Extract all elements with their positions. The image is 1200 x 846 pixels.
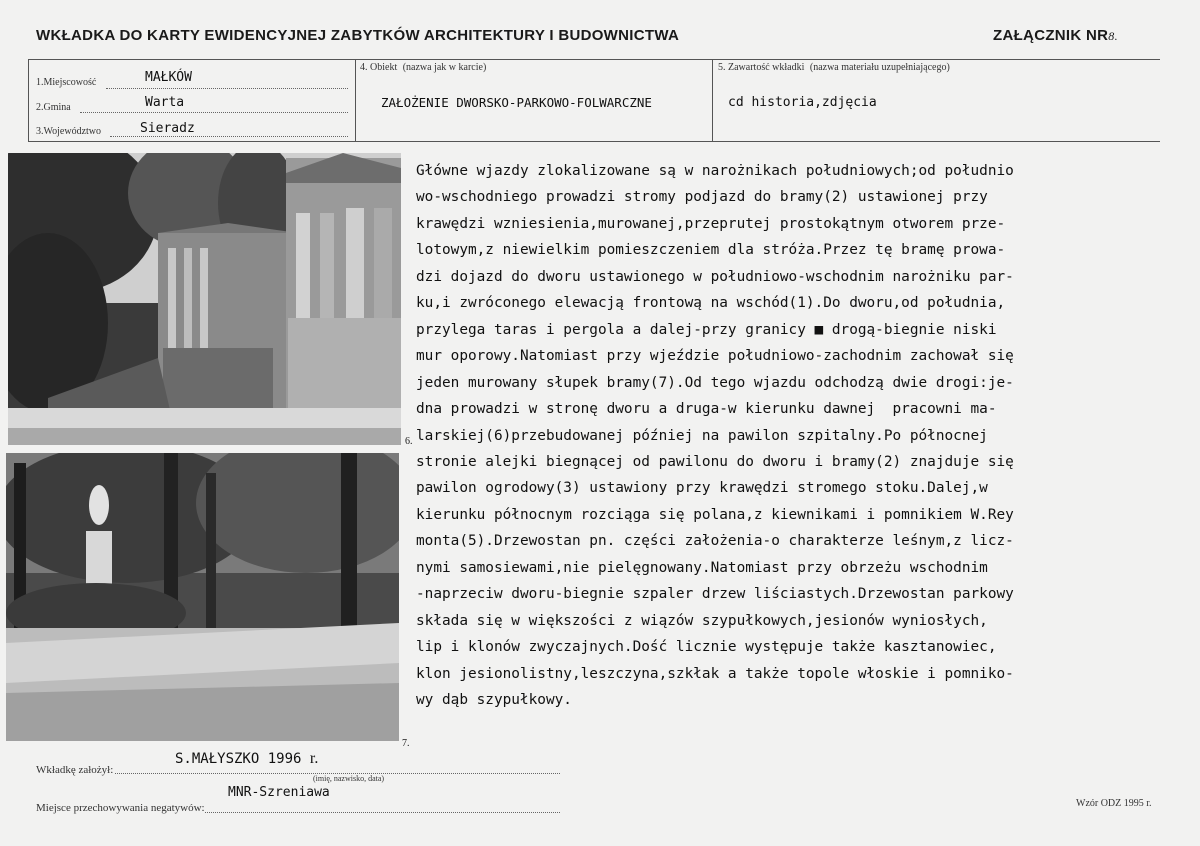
description-line: lip i klonów zwyczajnych.Dość licznie występuje także kasztanowiec,	[416, 639, 997, 656]
description-line: monta(5).Drzewostan pn. części założenia-o charakterze leśnym,z licz-	[416, 533, 1014, 550]
voivodeship-dotline	[110, 136, 348, 137]
storage-label: Miejsce przechowywania negatywów:	[36, 802, 205, 814]
description-line: ku,i zwróconego elewacją frontową na wschód(1).Do dworu,od południa,	[416, 295, 1006, 312]
photo-park	[6, 453, 399, 741]
description-line: mur oporowy.Natomiast przy wjeździe południowo-zachodnim zachował się	[416, 348, 1014, 365]
author-name-date: S.MAŁYSZKO 1996	[175, 751, 302, 767]
template-label: Wzór ODZ 1995 r.	[1076, 798, 1152, 809]
author-suffix: r.	[309, 750, 319, 767]
contents-label	[718, 62, 950, 73]
contents-hint: (nazwa materiału uzupełniającego)	[809, 62, 950, 73]
description-line: -naprzeciw dworu-biegnie szpaler drzew liściastych.Drzewostan parkowy	[416, 586, 1014, 603]
description-line: klon jesionolistny,leszczyna,szkłak a także topole włoskie i pomniko-	[416, 665, 1014, 682]
description-line: nymi samosiewami,nie pielęgnowany.Natomiast przy obrzeżu wschodnim	[416, 559, 988, 576]
commune-label: 2.Gmina	[36, 102, 71, 113]
voivodeship-value: Sieradz	[140, 121, 195, 136]
voivodeship-label: 3.Województwo	[36, 126, 102, 137]
contents-label-text: 5. Zawartość wkładki	[718, 62, 805, 73]
description-line: wo-wschodniego prowadzi stromy podjazd do bramy(2) ustawionej przy	[416, 189, 988, 206]
description-line: stronie alejki biegnącej od pawilonu do dworu i bramy(2) znajduje się	[416, 453, 1014, 470]
photo-building-number: 6.	[405, 436, 413, 447]
object-label	[360, 62, 486, 73]
annex-label-text: ZAŁĄCZNIK NR	[993, 27, 1109, 44]
locality-label: 1.Miejscowość	[36, 77, 97, 88]
description-line: dzi dojazd do dworu ustawionego w południowo-wschodnim narożniku par-	[416, 268, 1014, 285]
form-title: WKŁADKA DO KARTY EWIDENCYJNEJ ZABYTKÓW ARCHITEKTURY I BUDOWNICTWA	[36, 27, 680, 44]
description-line: dna prowadzi w stronę dworu a druga-w kierunku dawnej pracowni ma-	[416, 401, 997, 418]
commune-dotline	[80, 112, 348, 113]
header-divider-1	[355, 59, 356, 141]
annex-number: 8.	[1108, 29, 1118, 43]
header-divider-2	[712, 59, 713, 141]
object-value: ZAŁOŻENIE DWORSKO-PARKOWO-FOLWARCZNE	[381, 95, 652, 110]
locality-dotline	[106, 88, 348, 89]
description-line: jeden murowany słupek bramy(7).Od tego wjazdu odchodzą dwie drogi:je-	[416, 374, 1014, 391]
description-line: larskiej(6)przebudowanej później na pawilon szpitalny.Po północnej	[416, 427, 988, 444]
header-top-rule	[28, 59, 1160, 60]
contents-value: cd historia,zdjęcia	[728, 95, 877, 110]
annex-label	[993, 27, 1118, 44]
description-line: lotowym,z niewielkim pomieszczeniem dla stróża.Przez tę bramę prowa-	[416, 242, 1006, 259]
description-line: przylega taras i pergola a dalej-przy granicy ■ drogą-biegnie niski	[416, 321, 997, 338]
author-hint: (imię, nazwisko, data)	[313, 774, 385, 783]
description-line: Główne wjazdy zlokalizowane są w narożnikach południowych;od południo	[416, 163, 1014, 179]
locality-value: MAŁKÓW	[145, 70, 192, 85]
header-left-rule	[28, 59, 29, 141]
photo-building	[8, 153, 401, 445]
object-label-text: 4. Obiekt	[360, 62, 398, 73]
description-line: składa się w większości z wiązów szypułkowych,jesionów wyniosłych,	[416, 612, 988, 629]
photo-park-image	[6, 453, 399, 741]
photo-building-image	[8, 153, 401, 445]
header-bottom-rule	[28, 141, 1160, 142]
description-line: pawilon ogrodowy(3) ustawiony przy krawędzi stromego stoku.Dalej,w	[416, 480, 988, 497]
commune-value: Warta	[145, 95, 185, 110]
author-value	[175, 750, 318, 768]
description-line: kierunku północnym rozciąga się polana,z kiewnikami i pomnikiem W.Rey	[416, 506, 1014, 523]
storage-dotline	[205, 812, 560, 813]
object-hint: (nazwa jak w karcie)	[402, 62, 487, 73]
description-line: krawędzi wzniesienia,murowanej,przeprutej prostokątnym otworem prze-	[416, 215, 1006, 232]
author-label: Wkładkę założył:	[36, 764, 114, 776]
photo-park-number: 7.	[402, 738, 410, 749]
storage-value: MNR-Szreniawa	[228, 785, 330, 800]
description-line: wy dąb szypułkowy.	[416, 692, 572, 708]
